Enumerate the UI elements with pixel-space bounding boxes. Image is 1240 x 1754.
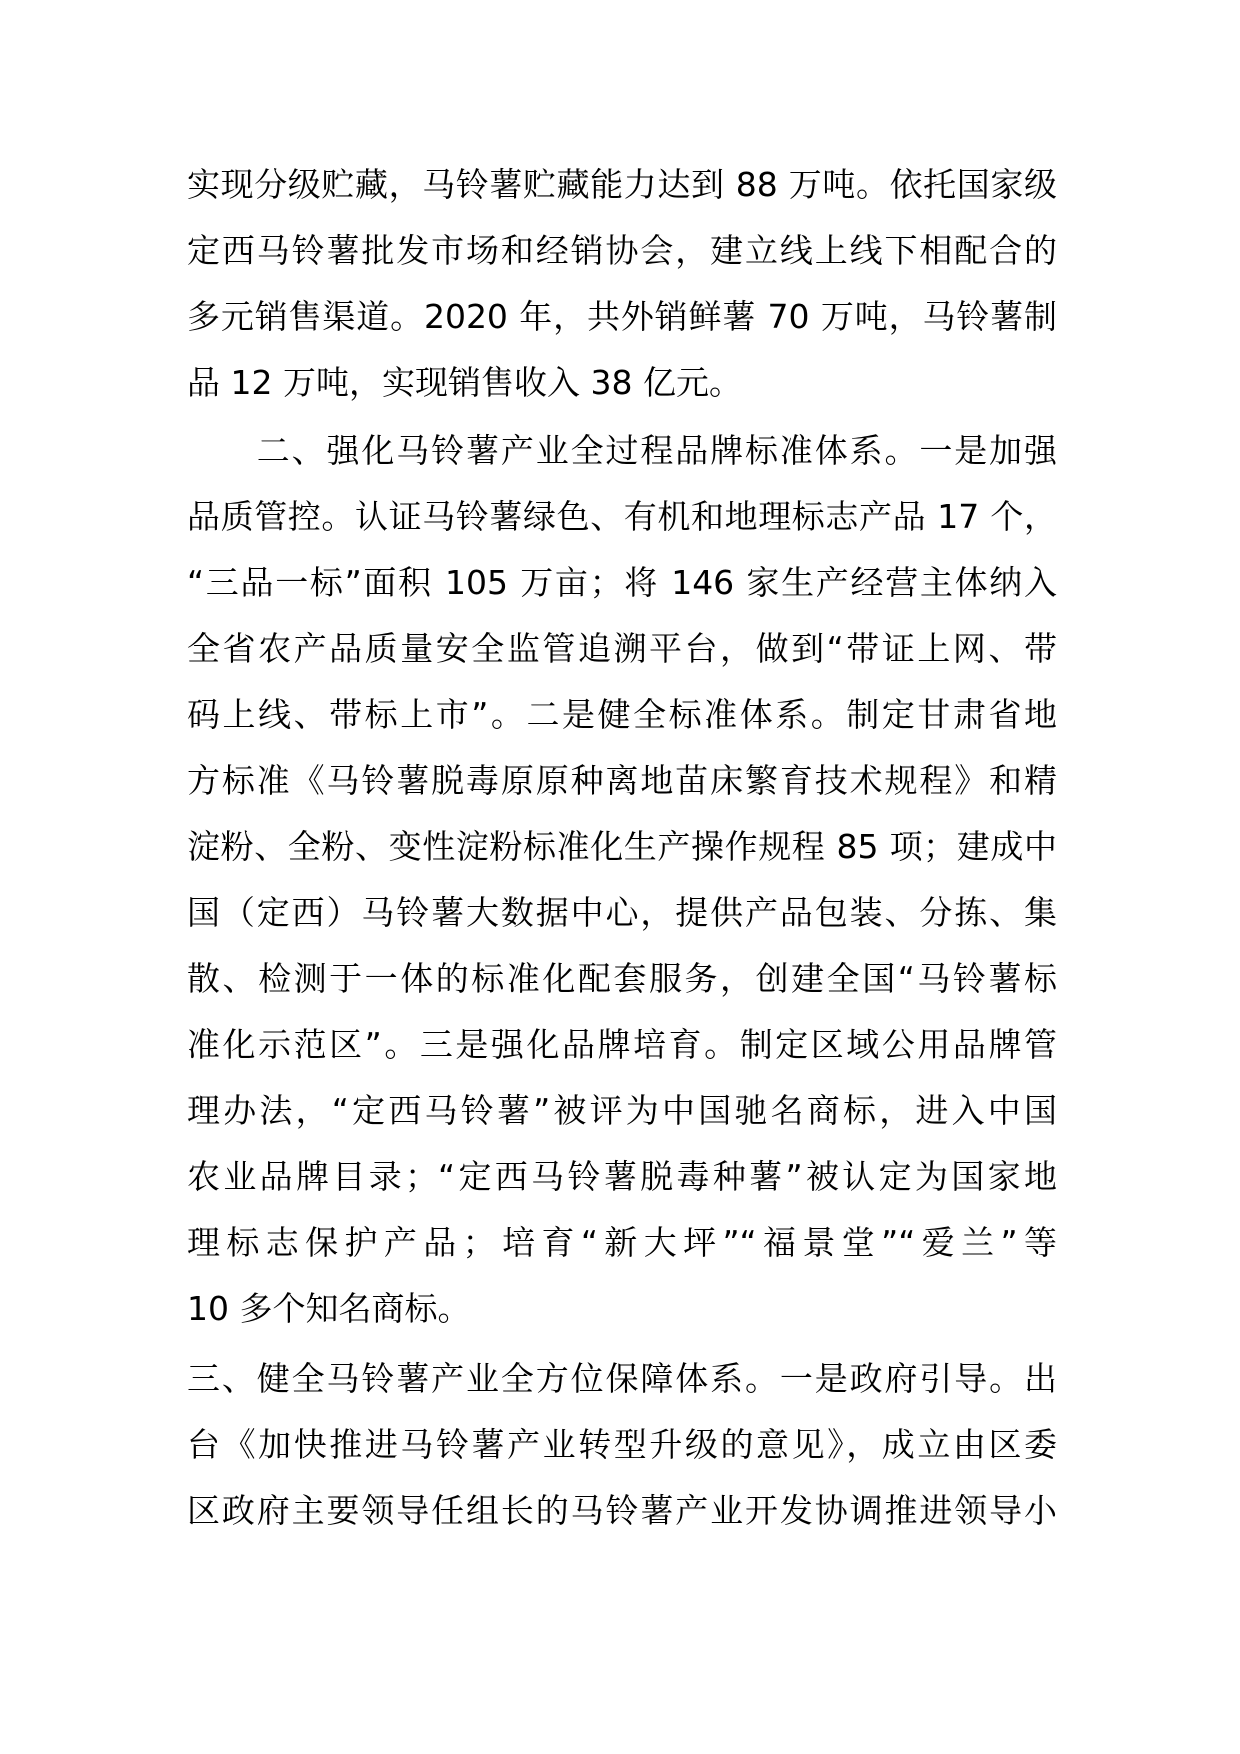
text-line: 二、强化马铃薯产业全过程品牌标准体系。一是加强 (187, 431, 1057, 470)
text-line: 散、检测于一体的标准化配套服务，创建全国“马铃薯标 (187, 959, 1057, 998)
text-line: 准化示范区”。三是强化品牌培育。制定区域公用品牌管 (187, 1025, 1057, 1064)
text-line: 品质管控。认证马铃薯绿色、有机和地理标志产品 17 个， (187, 497, 1057, 536)
text-line: 定西马铃薯批发市场和经销协会，建立线上线下相配合的 (187, 231, 1057, 270)
text-line: 理办法，“定西马铃薯”被评为中国驰名商标，进入中国 (187, 1091, 1057, 1130)
text-line: 区政府主要领导任组长的马铃薯产业开发协调推进领导小 (187, 1491, 1057, 1530)
text-line: 农业品牌目录；“定西马铃薯脱毒种薯”被认定为国家地 (187, 1157, 1057, 1196)
text-line: 淀粉、全粉、变性淀粉标准化生产操作规程 85 项；建成中 (187, 827, 1057, 866)
text-line: 方标准《马铃薯脱毒原原种离地苗床繁育技术规程》和精 (187, 761, 1057, 800)
text-line: 码上线、带标上市”。二是健全标准体系。制定甘肃省地 (187, 695, 1057, 734)
text-line: 多元销售渠道。2020 年，共外销鲜薯 70 万吨，马铃薯制 (187, 297, 1057, 336)
text-line: 实现分级贮藏，马铃薯贮藏能力达到 88 万吨。依托国家级 (187, 165, 1057, 204)
text-line: 国（定西）马铃薯大数据中心，提供产品包装、分拣、集 (187, 893, 1057, 932)
text-line: 全省农产品质量安全监管追溯平台，做到“带证上网、带 (187, 629, 1057, 668)
text-line: 理标志保护产品；培育“新大坪”“福景堂”“爱兰”等 (187, 1223, 1057, 1262)
text-line: 10 多个知名商标。 (187, 1289, 471, 1328)
text-line: 三、健全马铃薯产业全方位保障体系。一是政府引导。出 (187, 1359, 1057, 1398)
text-line: 台《加快推进马铃薯产业转型升级的意见》，成立由区委 (187, 1425, 1057, 1464)
text-line: “三品一标”面积 105 万亩；将 146 家生产经营主体纳入 (187, 563, 1057, 602)
text-line: 品 12 万吨，实现销售收入 38 亿元。 (187, 363, 742, 402)
